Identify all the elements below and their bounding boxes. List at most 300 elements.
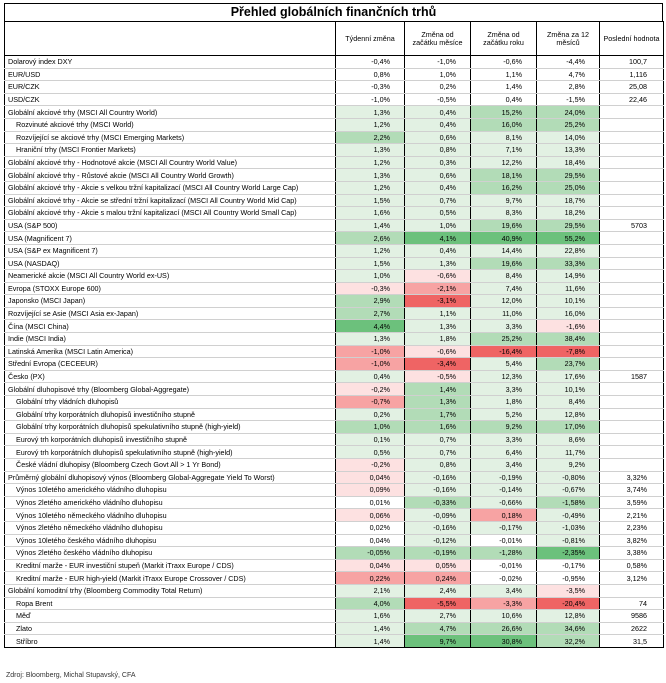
weekly-change-cell: 0,06% (336, 509, 405, 522)
mtd-change-cell: -0,5% (405, 370, 471, 383)
weekly-change-cell: -0,3% (336, 81, 405, 94)
mtd-change-cell: 0,6% (405, 131, 471, 144)
ytd-change-cell: 12,0% (471, 295, 537, 308)
header-ytd: Změna od začátku roku (471, 22, 537, 56)
12m-change-cell: 13,3% (537, 144, 600, 157)
ytd-change-cell: 3,4% (471, 459, 537, 472)
12m-change-cell: -0,67% (537, 484, 600, 497)
mtd-change-cell: 1,4% (405, 383, 471, 396)
last-value-cell (600, 156, 664, 169)
mtd-change-cell: 1,0% (405, 68, 471, 81)
weekly-change-cell: 1,2% (336, 156, 405, 169)
weekly-change-cell: -1,0% (336, 358, 405, 371)
12m-change-cell: -0,81% (537, 534, 600, 547)
weekly-change-cell: 0,5% (336, 446, 405, 459)
last-value-cell (600, 169, 664, 182)
table-row (5, 118, 664, 131)
ytd-change-cell: -0,19% (471, 471, 537, 484)
table-row (5, 81, 664, 94)
header-mtd: Změna od začátku měsíce (405, 22, 471, 56)
table-row (5, 232, 664, 245)
ytd-change-cell: 19,6% (471, 257, 537, 270)
weekly-change-cell: 0,01% (336, 496, 405, 509)
mtd-change-cell: 2,4% (405, 584, 471, 597)
table-row (5, 559, 664, 572)
weekly-change-cell: 0,02% (336, 521, 405, 534)
last-value-cell (600, 118, 664, 131)
last-value-cell: 31,5 (600, 635, 664, 648)
12m-change-cell: 32,2% (537, 635, 600, 648)
12m-change-cell: -0,80% (537, 471, 600, 484)
table-row (5, 635, 664, 648)
table-row (5, 509, 664, 522)
table-row (5, 622, 664, 635)
table-row (5, 496, 664, 509)
row-name: EUR/CZK (5, 81, 336, 94)
header-row (5, 22, 664, 56)
table-row (5, 282, 664, 295)
row-name: Dolarový index DXY (5, 56, 336, 69)
12m-change-cell: 25,0% (537, 181, 600, 194)
ytd-change-cell: -1,28% (471, 547, 537, 560)
row-name: Výnos 2letého amerického vládního dluhopisu (5, 496, 336, 509)
weekly-change-cell: -1,0% (336, 345, 405, 358)
mtd-change-cell: 2,7% (405, 610, 471, 623)
ytd-change-cell: 19,6% (471, 219, 537, 232)
mtd-change-cell: 0,2% (405, 81, 471, 94)
row-name: USA (Magnificent 7) (5, 232, 336, 245)
table-row (5, 396, 664, 409)
12m-change-cell: -0,49% (537, 509, 600, 522)
table-row (5, 421, 664, 434)
12m-change-cell: 4,7% (537, 68, 600, 81)
row-name: Japonsko (MSCI Japan) (5, 295, 336, 308)
header-weekly: Týdenní změna (336, 22, 405, 56)
12m-change-cell: 16,0% (537, 307, 600, 320)
row-name: Globální trhy korporátních dluhopisů investičního stupně (5, 408, 336, 421)
ytd-change-cell: 0,4% (471, 93, 537, 106)
ytd-change-cell: 30,8% (471, 635, 537, 648)
weekly-change-cell: -0,7% (336, 396, 405, 409)
weekly-change-cell: 2,7% (336, 307, 405, 320)
weekly-change-cell: 0,1% (336, 433, 405, 446)
row-name: Globální akciové trhy - Akcie se střední tržní kapitalizací (MSCI All Country World Mid Cap) (5, 194, 336, 207)
weekly-change-cell: 1,2% (336, 118, 405, 131)
last-value-cell (600, 307, 664, 320)
ytd-change-cell: -0,01% (471, 559, 537, 572)
ytd-change-cell: 1,1% (471, 68, 537, 81)
ytd-change-cell: -0,17% (471, 521, 537, 534)
ytd-change-cell: 12,3% (471, 370, 537, 383)
mtd-change-cell: -2,1% (405, 282, 471, 295)
12m-change-cell: 14,0% (537, 131, 600, 144)
12m-change-cell: 55,2% (537, 232, 600, 245)
mtd-change-cell: 0,7% (405, 446, 471, 459)
12m-change-cell: -1,6% (537, 320, 600, 333)
mtd-change-cell: 0,8% (405, 459, 471, 472)
12m-change-cell: 14,9% (537, 270, 600, 283)
row-name: Rozvíjející se akciové trhy (MSCI Emerging Markets) (5, 131, 336, 144)
last-value-cell: 0,58% (600, 559, 664, 572)
weekly-change-cell: 0,04% (336, 534, 405, 547)
mtd-change-cell: 1,0% (405, 219, 471, 232)
table-row (5, 93, 664, 106)
last-value-cell (600, 257, 664, 270)
ytd-change-cell: -16,4% (471, 345, 537, 358)
table-row (5, 534, 664, 547)
12m-change-cell: 24,0% (537, 106, 600, 119)
mtd-change-cell: 1,1% (405, 307, 471, 320)
weekly-change-cell: 0,8% (336, 68, 405, 81)
last-value-cell (600, 207, 664, 220)
last-value-cell: 1,116 (600, 68, 664, 81)
table-row (5, 270, 664, 283)
12m-change-cell: 12,8% (537, 610, 600, 623)
row-name: Globální komoditní trhy (Bloomberg Commodity Total Return) (5, 584, 336, 597)
mtd-change-cell: -0,6% (405, 270, 471, 283)
weekly-change-cell: 0,04% (336, 471, 405, 484)
mtd-change-cell: 0,05% (405, 559, 471, 572)
mtd-change-cell: 9,7% (405, 635, 471, 648)
ytd-change-cell: 14,4% (471, 244, 537, 257)
12m-change-cell: -0,95% (537, 572, 600, 585)
weekly-change-cell: -1,0% (336, 93, 405, 106)
row-name: Ropa Brent (5, 597, 336, 610)
12m-change-cell: 29,5% (537, 219, 600, 232)
weekly-change-cell: 0,4% (336, 370, 405, 383)
last-value-cell (600, 396, 664, 409)
last-value-cell (600, 282, 664, 295)
last-value-cell: 2622 (600, 622, 664, 635)
row-name: Eurový trh korporátních dluhopisů investičního stupně (5, 433, 336, 446)
weekly-change-cell: 0,2% (336, 408, 405, 421)
mtd-change-cell: 0,6% (405, 169, 471, 182)
weekly-change-cell: 1,2% (336, 244, 405, 257)
table-row (5, 257, 664, 270)
mtd-change-cell: 4,1% (405, 232, 471, 245)
row-name: Kreditní marže - EUR investiční stupeň (Markit iTraxx Europe / CDS) (5, 559, 336, 572)
last-value-cell (600, 459, 664, 472)
table-row (5, 459, 664, 472)
12m-change-cell: 33,3% (537, 257, 600, 270)
ytd-change-cell: 3,3% (471, 433, 537, 446)
ytd-change-cell: 15,2% (471, 106, 537, 119)
row-name: Globální akciové trhy - Růstové akcie (MSCI All Country World Growth) (5, 169, 336, 182)
last-value-cell (600, 295, 664, 308)
12m-change-cell: 9,2% (537, 459, 600, 472)
row-name: Globální trhy vládních dluhopisů (5, 396, 336, 409)
last-value-cell (600, 270, 664, 283)
row-name: České vládní dluhopisy (Bloomberg Czech Govt All > 1 Yr Bond) (5, 459, 336, 472)
row-name: Globální dluhopisové trhy (Bloomberg Global-Aggregate) (5, 383, 336, 396)
12m-change-cell: 38,4% (537, 333, 600, 346)
table-row (5, 68, 664, 81)
weekly-change-cell: 1,5% (336, 257, 405, 270)
table-row (5, 169, 664, 182)
12m-change-cell: 34,6% (537, 622, 600, 635)
12m-change-cell: 25,2% (537, 118, 600, 131)
last-value-cell: 2,23% (600, 521, 664, 534)
table-row (5, 383, 664, 396)
table-row (5, 584, 664, 597)
ytd-change-cell: 5,4% (471, 358, 537, 371)
row-name: Globální akciové trhy - Akcie s malou tržní kapitalizací (MSCI All Country World Small Cap) (5, 207, 336, 220)
markets-table (4, 21, 664, 648)
table-body (5, 56, 664, 648)
weekly-change-cell: 0,22% (336, 572, 405, 585)
mtd-change-cell: -0,12% (405, 534, 471, 547)
12m-change-cell: 11,7% (537, 446, 600, 459)
table-row (5, 446, 664, 459)
weekly-change-cell: -0,2% (336, 459, 405, 472)
12m-change-cell: -0,17% (537, 559, 600, 572)
12m-change-cell: 17,6% (537, 370, 600, 383)
mtd-change-cell: -0,16% (405, 521, 471, 534)
last-value-cell: 3,32% (600, 471, 664, 484)
12m-change-cell: -2,35% (537, 547, 600, 560)
ytd-change-cell: 40,9% (471, 232, 537, 245)
mtd-change-cell: -1,0% (405, 56, 471, 69)
table-row (5, 521, 664, 534)
table-row (5, 295, 664, 308)
last-value-cell (600, 408, 664, 421)
table-row (5, 471, 664, 484)
mtd-change-cell: 4,7% (405, 622, 471, 635)
ytd-change-cell: 16,2% (471, 181, 537, 194)
ytd-change-cell: 10,6% (471, 610, 537, 623)
table-row (5, 194, 664, 207)
12m-change-cell: 8,4% (537, 396, 600, 409)
ytd-change-cell: 12,2% (471, 156, 537, 169)
last-value-cell (600, 333, 664, 346)
ytd-change-cell: -0,14% (471, 484, 537, 497)
mtd-change-cell: -0,16% (405, 484, 471, 497)
mtd-change-cell: 0,3% (405, 156, 471, 169)
mtd-change-cell: -3,4% (405, 358, 471, 371)
weekly-change-cell: -0,2% (336, 383, 405, 396)
header-last: Poslední hodnota (600, 22, 664, 56)
weekly-change-cell: -0,05% (336, 547, 405, 560)
table-title: Přehled globálních finančních trhů (4, 3, 663, 22)
ytd-change-cell: 8,3% (471, 207, 537, 220)
row-name: Rozvíjející se Asie (MSCI Asia ex-Japan) (5, 307, 336, 320)
mtd-change-cell: -0,16% (405, 471, 471, 484)
ytd-change-cell: 7,1% (471, 144, 537, 157)
weekly-change-cell: 1,0% (336, 421, 405, 434)
row-name: Česko (PX) (5, 370, 336, 383)
row-name: Hraniční trhy (MSCI Frontier Markets) (5, 144, 336, 157)
ytd-change-cell: 7,4% (471, 282, 537, 295)
last-value-cell: 9586 (600, 610, 664, 623)
table-row (5, 333, 664, 346)
mtd-change-cell: -0,5% (405, 93, 471, 106)
12m-change-cell: -4,4% (537, 56, 600, 69)
mtd-change-cell: 0,4% (405, 181, 471, 194)
mtd-change-cell: -0,19% (405, 547, 471, 560)
last-value-cell (600, 358, 664, 371)
row-name: USA (S&P 500) (5, 219, 336, 232)
table-row (5, 207, 664, 220)
12m-change-cell: -3,5% (537, 584, 600, 597)
weekly-change-cell: 0,09% (336, 484, 405, 497)
ytd-change-cell: 1,4% (471, 81, 537, 94)
ytd-change-cell: 5,2% (471, 408, 537, 421)
ytd-change-cell: 1,8% (471, 396, 537, 409)
weekly-change-cell: -0,4% (336, 56, 405, 69)
ytd-change-cell: 9,2% (471, 421, 537, 434)
mtd-change-cell: -5,5% (405, 597, 471, 610)
row-name: Výnos 2letého českého vládního dluhopisu (5, 547, 336, 560)
table-row (5, 433, 664, 446)
weekly-change-cell: 1,6% (336, 207, 405, 220)
ytd-change-cell: 11,0% (471, 307, 537, 320)
row-name: Globální trhy korporátních dluhopisů spekulativního stupně (high-yield) (5, 421, 336, 434)
12m-change-cell: 23,7% (537, 358, 600, 371)
12m-change-cell: -1,5% (537, 93, 600, 106)
weekly-change-cell: 1,5% (336, 194, 405, 207)
table-row (5, 144, 664, 157)
last-value-cell: 22,46 (600, 93, 664, 106)
weekly-change-cell: 2,9% (336, 295, 405, 308)
mtd-change-cell: 1,7% (405, 408, 471, 421)
last-value-cell (600, 194, 664, 207)
header-name (5, 22, 336, 56)
table-row (5, 219, 664, 232)
row-name: Měď (5, 610, 336, 623)
last-value-cell: 3,74% (600, 484, 664, 497)
12m-change-cell: -20,4% (537, 597, 600, 610)
row-name: EUR/USD (5, 68, 336, 81)
ytd-change-cell: 3,3% (471, 320, 537, 333)
weekly-change-cell: 2,2% (336, 131, 405, 144)
weekly-change-cell: 2,6% (336, 232, 405, 245)
source-note: Zdroj: Bloomberg, Michal Stupavský, CFA (6, 672, 136, 679)
12m-change-cell: 29,5% (537, 169, 600, 182)
weekly-change-cell: 4,4% (336, 320, 405, 333)
row-name: USA (NASDAQ) (5, 257, 336, 270)
row-name: Střední Evropa (CECEEUR) (5, 358, 336, 371)
last-value-cell (600, 232, 664, 245)
row-name: Rozvinuté akciové trhy (MSCI World) (5, 118, 336, 131)
ytd-change-cell: 0,18% (471, 509, 537, 522)
row-name: Latinská Amerika (MSCI Latin America) (5, 345, 336, 358)
weekly-change-cell: 1,4% (336, 635, 405, 648)
last-value-cell (600, 320, 664, 333)
last-value-cell: 1587 (600, 370, 664, 383)
last-value-cell (600, 584, 664, 597)
table-row (5, 597, 664, 610)
12m-change-cell: 10,1% (537, 383, 600, 396)
row-name: Průměrný globální dluhopisový výnos (Bloomberg Global-Aggregate Yield To Worst) (5, 471, 336, 484)
mtd-change-cell: 1,3% (405, 396, 471, 409)
row-name: Indie (MSCI India) (5, 333, 336, 346)
ytd-change-cell: 3,4% (471, 584, 537, 597)
12m-change-cell: 10,1% (537, 295, 600, 308)
table-row (5, 106, 664, 119)
mtd-change-cell: 0,7% (405, 433, 471, 446)
table-row (5, 345, 664, 358)
table-row (5, 181, 664, 194)
mtd-change-cell: 1,6% (405, 421, 471, 434)
weekly-change-cell: 1,0% (336, 270, 405, 283)
12m-change-cell: 12,8% (537, 408, 600, 421)
table-row (5, 56, 664, 69)
table-row (5, 484, 664, 497)
weekly-change-cell: 1,3% (336, 169, 405, 182)
ytd-change-cell: 16,0% (471, 118, 537, 131)
last-value-cell: 74 (600, 597, 664, 610)
12m-change-cell: -1,03% (537, 521, 600, 534)
12m-change-cell: 11,6% (537, 282, 600, 295)
table-row (5, 408, 664, 421)
mtd-change-cell: 0,4% (405, 244, 471, 257)
last-value-cell (600, 244, 664, 257)
12m-change-cell: 2,8% (537, 81, 600, 94)
12m-change-cell: 18,4% (537, 156, 600, 169)
mtd-change-cell: -3,1% (405, 295, 471, 308)
ytd-change-cell: 25,2% (471, 333, 537, 346)
table-row (5, 307, 664, 320)
row-name: Globální akciové trhy - Akcie s velkou tržní kapitalizací (MSCI All Country World Large Cap) (5, 181, 336, 194)
row-name: Eurový trh korporátních dluhopisů spekulativního stupně (high-yield) (5, 446, 336, 459)
weekly-change-cell: 1,4% (336, 622, 405, 635)
mtd-change-cell: -0,33% (405, 496, 471, 509)
mtd-change-cell: 0,4% (405, 106, 471, 119)
table-row (5, 370, 664, 383)
row-name: Globální akciové trhy - Hodnotové akcie (MSCI All Country World Value) (5, 156, 336, 169)
12m-change-cell: -1,58% (537, 496, 600, 509)
last-value-cell: 2,21% (600, 509, 664, 522)
row-name: Globální akciové trhy (MSCI All Country World) (5, 106, 336, 119)
last-value-cell (600, 131, 664, 144)
12m-change-cell: 8,6% (537, 433, 600, 446)
mtd-change-cell: 1,3% (405, 320, 471, 333)
weekly-change-cell: 1,3% (336, 144, 405, 157)
table-row (5, 156, 664, 169)
weekly-change-cell: -0,3% (336, 282, 405, 295)
last-value-cell: 3,82% (600, 534, 664, 547)
ytd-change-cell: 18,1% (471, 169, 537, 182)
weekly-change-cell: 1,6% (336, 610, 405, 623)
weekly-change-cell: 1,3% (336, 333, 405, 346)
last-value-cell (600, 433, 664, 446)
12m-change-cell: 18,2% (537, 207, 600, 220)
row-name: Neamerické akcie (MSCI All Country World ex-US) (5, 270, 336, 283)
last-value-cell (600, 144, 664, 157)
last-value-cell (600, 446, 664, 459)
table-row (5, 547, 664, 560)
row-name: Zlato (5, 622, 336, 635)
12m-change-cell: 17,0% (537, 421, 600, 434)
mtd-change-cell: 1,8% (405, 333, 471, 346)
weekly-change-cell: 2,1% (336, 584, 405, 597)
row-name: Výnos 10letého českého vládního dluhopisu (5, 534, 336, 547)
mtd-change-cell: -0,09% (405, 509, 471, 522)
mtd-change-cell: -0,6% (405, 345, 471, 358)
table-row (5, 358, 664, 371)
table-row (5, 572, 664, 585)
last-value-cell (600, 383, 664, 396)
table-row (5, 320, 664, 333)
ytd-change-cell: 9,7% (471, 194, 537, 207)
table-row (5, 610, 664, 623)
ytd-change-cell: 8,1% (471, 131, 537, 144)
last-value-cell (600, 181, 664, 194)
12m-change-cell: -7,8% (537, 345, 600, 358)
table-row (5, 244, 664, 257)
ytd-change-cell: -0,02% (471, 572, 537, 585)
row-name: Stříbro (5, 635, 336, 648)
